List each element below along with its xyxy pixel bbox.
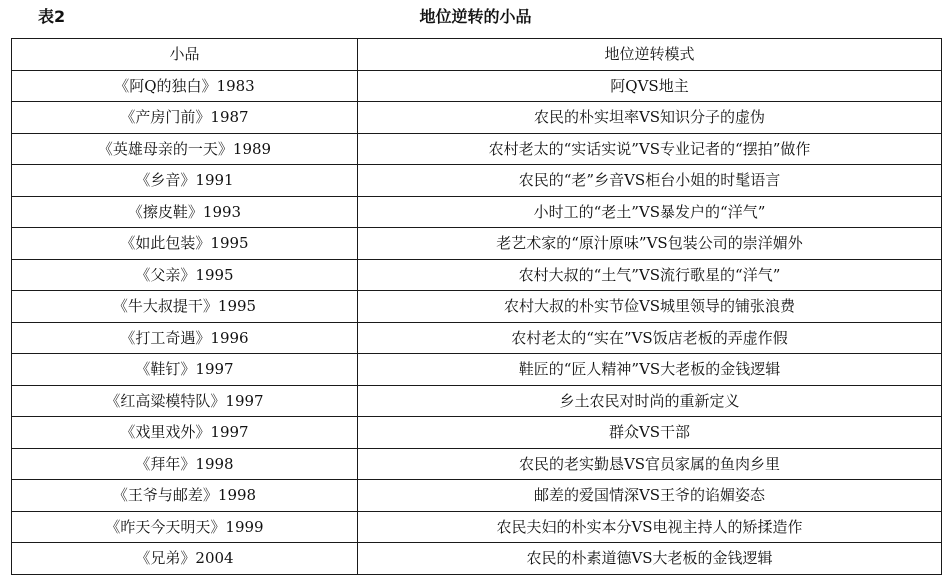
skit-cell: 《戏里戏外》1997: [12, 417, 358, 449]
table-row: [12, 291, 942, 323]
table-row: [12, 480, 942, 512]
table-row: [12, 417, 942, 449]
table-row: [12, 165, 942, 197]
table-row: [12, 102, 942, 134]
pattern-cell: 农民夫妇的朴实本分VS电视主持人的矫揉造作: [358, 511, 942, 543]
pattern-cell: 老艺术家的“原汁原味”VS包装公司的崇洋媚外: [358, 228, 942, 260]
column-header-skit: 小品: [12, 39, 358, 71]
pattern-cell: 农民的朴素道德VS大老板的金钱逻辑: [358, 543, 942, 575]
pattern-cell: 农民的朴实坦率VS知识分子的虚伪: [358, 102, 942, 134]
skit-cell: 《父亲》1995: [12, 259, 358, 291]
table-row: [12, 543, 942, 575]
pattern-cell: 农民的“老”乡音VS柜台小姐的时髦语言: [358, 165, 942, 197]
skit-cell: 《拜年》1998: [12, 448, 358, 480]
skit-cell: 《昨天今天明天》1999: [12, 511, 358, 543]
pattern-cell: 鞋匠的“匠人精神”VS大老板的金钱逻辑: [358, 354, 942, 386]
skit-cell: 《鞋钉》1997: [12, 354, 358, 386]
column-header-reversal-pattern: 地位逆转模式: [358, 39, 942, 71]
skit-cell: 《牛大叔提干》1995: [12, 291, 358, 323]
table-row: [12, 196, 942, 228]
skit-cell: 《王爷与邮差》1998: [12, 480, 358, 512]
table-row: [12, 354, 942, 386]
table-row: [12, 133, 942, 165]
table-row: [12, 448, 942, 480]
pattern-cell: 乡土农民对时尚的重新定义: [358, 385, 942, 417]
table-caption: [0, 0, 951, 36]
pattern-cell: 农民的老实勤恳VS官员家属的鱼肉乡里: [358, 448, 942, 480]
table-row: [12, 385, 942, 417]
pattern-cell: 农村大叔的“土气”VS流行歌星的“洋气”: [358, 259, 942, 291]
table-row: [12, 511, 942, 543]
skits-table: [11, 38, 942, 575]
skit-cell: 《阿Q的独白》1983: [12, 70, 358, 102]
pattern-cell: 农村老太的“实话实说”VS专业记者的“摆拍”做作: [358, 133, 942, 165]
pattern-cell: 群众VS干部: [358, 417, 942, 449]
pattern-cell: 阿QVS地主: [358, 70, 942, 102]
table-row: [12, 259, 942, 291]
header-row: [12, 39, 942, 71]
pattern-cell: 邮差的爱国情深VS王爷的谄媚姿态: [358, 480, 942, 512]
table-row: [12, 228, 942, 260]
skit-cell: 《打工奇遇》1996: [12, 322, 358, 354]
table-row: [12, 322, 942, 354]
table-title: 地位逆转的小品: [419, 7, 532, 26]
pattern-cell: 小时工的“老土”VS暴发户的“洋气”: [358, 196, 942, 228]
skit-cell: 《产房门前》1987: [12, 102, 358, 134]
skit-cell: 《如此包装》1995: [12, 228, 358, 260]
skit-cell: 《红高粱模特队》1997: [12, 385, 358, 417]
skit-cell: 《英雄母亲的一天》1989: [12, 133, 358, 165]
skit-cell: 《乡音》1991: [12, 165, 358, 197]
table-row: [12, 70, 942, 102]
table-number-label: 表2: [38, 7, 66, 26]
skit-cell: 《兄弟》2004: [12, 543, 358, 575]
pattern-cell: 农村大叔的朴实节俭VS城里领导的铺张浪费: [358, 291, 942, 323]
pattern-cell: 农村老太的“实在”VS饭店老板的弄虚作假: [358, 322, 942, 354]
skit-cell: 《擦皮鞋》1993: [12, 196, 358, 228]
